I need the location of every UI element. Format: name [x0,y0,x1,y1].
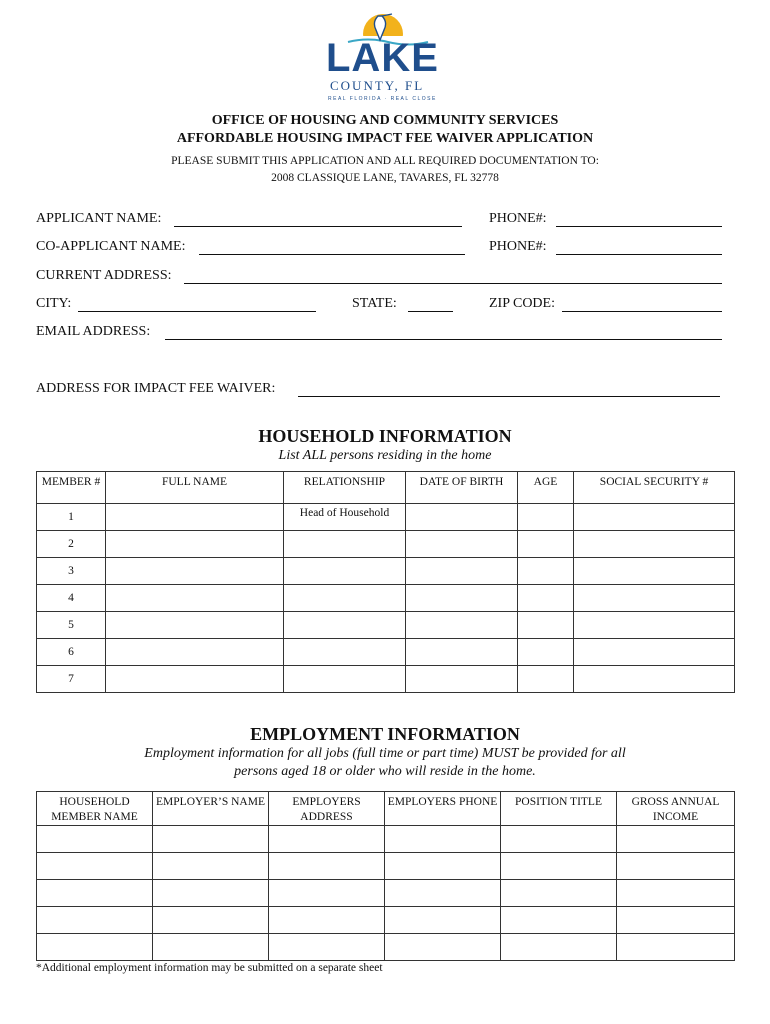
ssn-cell[interactable] [574,531,735,558]
household-header-row [37,472,735,504]
column-header: RELATIONSHIP [284,472,406,504]
employer-phone-cell[interactable] [385,907,501,934]
household-row [37,639,735,666]
member-number: 1 [37,504,106,531]
column-header: DATE OF BIRTH [406,472,518,504]
employment-row [37,907,735,934]
member-number: 7 [37,666,106,693]
relationship-cell[interactable] [284,639,406,666]
full-name-cell[interactable] [106,666,284,693]
dob-cell[interactable] [406,504,518,531]
gross-income-cell[interactable] [617,853,735,880]
relationship-cell[interactable] [284,585,406,612]
phone-label: PHONE#: [489,211,547,226]
city-label: CITY: [36,296,72,311]
phone-field[interactable] [556,226,722,227]
footnote: *Additional employment information may be submitted on a separate sheet [36,962,383,974]
employer-phone-cell[interactable] [385,880,501,907]
column-header: GROSS ANNUAL INCOME [617,792,735,826]
column-header: SOCIAL SECURITY # [574,472,735,504]
state-field[interactable] [408,311,453,312]
age-cell[interactable] [518,612,574,639]
column-header: EMPLOYER’S NAME [153,792,269,826]
household-row [37,504,735,531]
full-name-cell[interactable] [106,585,284,612]
co-applicant-name-field[interactable] [199,254,465,255]
column-header: AGE [518,472,574,504]
age-cell[interactable] [518,585,574,612]
column-header: EMPLOYERS ADDRESS [269,792,385,826]
household-row [37,666,735,693]
logo-county: COUNTY, FL [330,78,425,93]
member-name-cell[interactable] [37,826,153,853]
employer-address-cell[interactable] [269,880,385,907]
employment-row [37,826,735,853]
city-field[interactable] [78,311,316,312]
member-name-cell[interactable] [37,907,153,934]
ssn-cell[interactable] [574,585,735,612]
relationship-cell[interactable] [284,612,406,639]
email-address-label: EMAIL ADDRESS: [36,324,151,339]
office-title: OFFICE OF HOUSING AND COMMUNITY SERVICES [211,113,559,128]
applicant-name-label: APPLICANT NAME: [36,211,162,226]
employer-address-cell[interactable] [269,853,385,880]
state-label: STATE: [352,296,397,311]
employer-address-cell[interactable] [269,907,385,934]
member-number: 2 [37,531,106,558]
co-applicant-phone-field[interactable] [556,254,722,255]
employer-phone-cell[interactable] [385,826,501,853]
column-header: EMPLOYERS PHONE [385,792,501,826]
co-applicant-name-label: CO-APPLICANT NAME: [36,239,186,254]
ssn-cell[interactable] [574,612,735,639]
gross-income-cell[interactable] [617,934,735,961]
member-number: 6 [37,639,106,666]
member-number: 4 [37,585,106,612]
impact-fee-address-label: ADDRESS FOR IMPACT FEE WAIVER: [36,381,276,396]
position-title-cell[interactable] [501,826,617,853]
member-name-cell[interactable] [37,880,153,907]
employer-address-cell[interactable] [269,826,385,853]
zip-code-field[interactable] [562,311,722,312]
household-subtitle: List ALL persons residing in the home [278,448,492,463]
position-title-cell[interactable] [501,934,617,961]
column-header: HOUSEHOLD MEMBER NAME [37,792,153,826]
employer-name-cell[interactable] [153,826,269,853]
age-cell[interactable] [518,666,574,693]
employment-row [37,880,735,907]
full-name-cell[interactable] [106,612,284,639]
age-cell[interactable] [518,558,574,585]
submit-instructions: PLEASE SUBMIT THIS APPLICATION AND ALL REQUIRED DOCUMENTATION TO: [171,155,599,167]
dob-cell[interactable] [406,531,518,558]
household-table [36,471,735,693]
member-name-cell[interactable] [37,934,153,961]
email-address-field[interactable] [165,339,722,340]
dob-cell[interactable] [406,666,518,693]
position-title-cell[interactable] [501,853,617,880]
member-number: 3 [37,558,106,585]
employment-subtitle-line2: persons aged 18 or older who will reside in the home. [234,764,536,779]
column-header: POSITION TITLE [501,792,617,826]
logo-word: LAKE [326,36,439,80]
full-name-cell[interactable] [106,558,284,585]
applicant-name-field[interactable] [174,226,462,227]
employer-name-cell[interactable] [153,934,269,961]
age-cell[interactable] [518,531,574,558]
application-title: AFFORDABLE HOUSING IMPACT FEE WAIVER APPLICATION [176,131,594,146]
household-row [37,585,735,612]
zip-code-label: ZIP CODE: [489,296,555,311]
employment-row [37,934,735,961]
employment-row [37,853,735,880]
position-title-cell[interactable] [501,907,617,934]
member-name-cell[interactable] [37,853,153,880]
employment-table [36,791,735,961]
impact-fee-address-field[interactable] [298,396,720,397]
relationship-cell[interactable] [284,531,406,558]
age-cell[interactable] [518,504,574,531]
employment-title: EMPLOYMENT INFORMATION [250,724,520,744]
age-cell[interactable] [518,639,574,666]
household-title: HOUSEHOLD INFORMATION [258,426,512,446]
co-applicant-phone-label: PHONE#: [489,239,547,254]
employer-phone-cell[interactable] [385,934,501,961]
ssn-cell[interactable] [574,558,735,585]
employment-header-row [37,792,735,826]
lake-county-logo [318,8,448,108]
submit-address: 2008 CLASSIQUE LANE, TAVARES, FL 32778 [271,172,499,184]
column-header: FULL NAME [106,472,284,504]
employment-subtitle-line1: Employment information for all jobs (full time or part time) MUST be provided for all [144,746,626,761]
ssn-cell[interactable] [574,666,735,693]
dob-cell[interactable] [406,585,518,612]
employer-address-cell[interactable] [269,934,385,961]
dob-cell[interactable] [406,639,518,666]
full-name-cell[interactable] [106,504,284,531]
full-name-cell[interactable] [106,531,284,558]
relationship-cell[interactable] [284,558,406,585]
relationship-text: Head of Household [299,507,390,519]
employer-name-cell[interactable] [153,853,269,880]
logo-tagline: REAL FLORIDA · REAL CLOSE [328,96,437,102]
current-address-field[interactable] [184,283,722,284]
ssn-cell[interactable] [574,504,735,531]
employer-phone-cell[interactable] [385,853,501,880]
employer-name-cell[interactable] [153,907,269,934]
dob-cell[interactable] [406,612,518,639]
gross-income-cell[interactable] [617,826,735,853]
employer-name-cell[interactable] [153,880,269,907]
relationship-cell[interactable] [284,666,406,693]
dob-cell[interactable] [406,558,518,585]
full-name-cell[interactable] [106,639,284,666]
gross-income-cell[interactable] [617,880,735,907]
household-row [37,558,735,585]
member-number: 5 [37,612,106,639]
gross-income-cell[interactable] [617,907,735,934]
position-title-cell[interactable] [501,880,617,907]
ssn-cell[interactable] [574,639,735,666]
column-header: MEMBER # [37,472,106,504]
current-address-label: CURRENT ADDRESS: [36,268,172,283]
household-row [37,531,735,558]
household-row [37,612,735,639]
relationship-cell[interactable] [284,504,406,531]
